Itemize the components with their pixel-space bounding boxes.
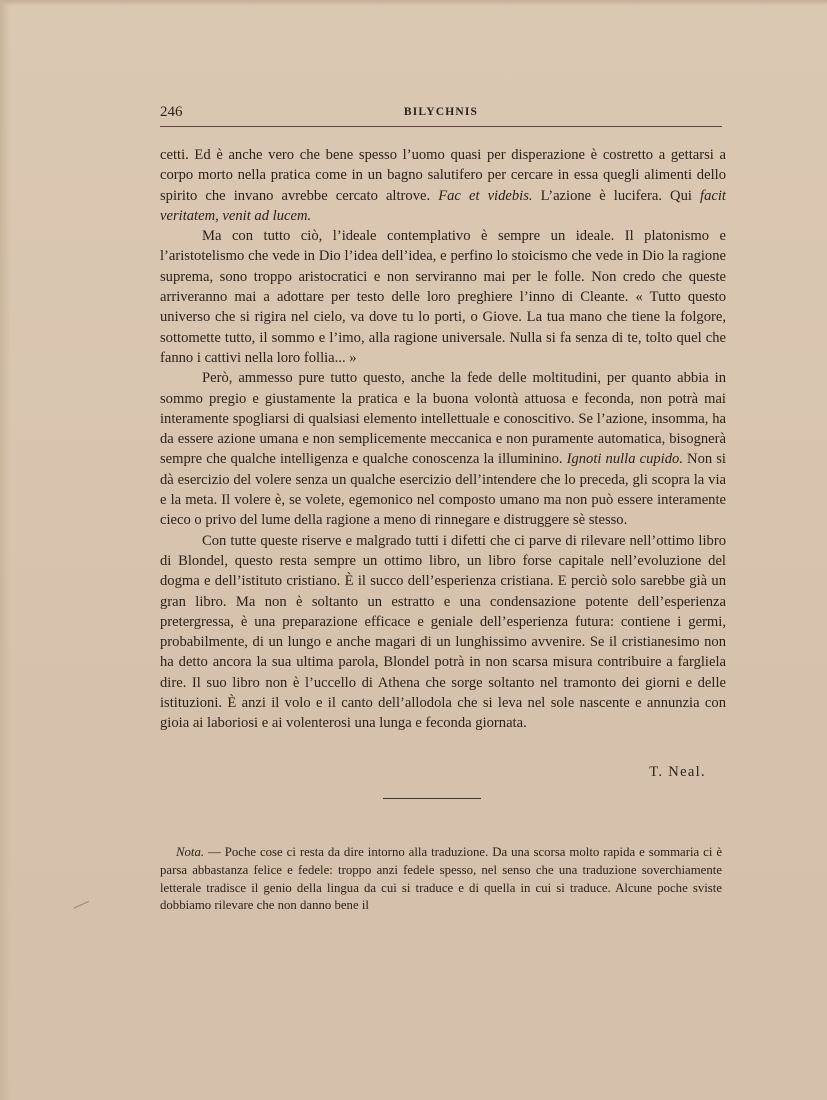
page-left-edge [0, 0, 10, 1100]
paragraph-4: Con tutte queste riserve e malgrado tutti i difetti che ci parve di rilevare nell’ottimo libro di Blondel, questo resta sempre un ottimo libro, un libro forse capitale nell’evoluzione del dogma e dell’istituto cristiano. È il succo dell’esperienza cristiana. E perciò solo sarebbe già un gran libro. Ma non è soltanto un estratto e una condensazione potente dell’esperienza pretergressa, è una preparazione efficace e geniale dell’esperienza futura: contiene i germi, probabilmente, di un lungo e anche magari di un lunghissimo avvenire. Se il cristianesimo non ha detto ancora la sua ultima parola, Blondel potrà in non scarsa misura contribuire a fargliela dire. Il suo libro non è l’uccello di Athena che sorge soltanto nel tramonto dei giorni e delle istituzioni. È anzi il volo e il canto dell’allodola che si leva nel sole nascente e annunzia con gioia ai laboriosi e ai volenterosi una lunga e feconda giornata. [160, 532, 726, 732]
paragraph-3-text-b: Non si dà esercizio del volere senza un qualche esercizio dell’intendere che lo preceda, gli scopra la via e la meta. Il volere è, se volete, egemonico nel composto umano ma non può essere interamente cieco o privo del lume della ragione a meno di rinnegare e distruggere sè stesso. [160, 451, 726, 529]
paragraph-1-latin-a: Fac et videbis. [438, 187, 533, 204]
header-rule [160, 126, 722, 127]
page-header [160, 104, 722, 124]
footnote-text: — Poche cose ci resta da dire intorno alla traduzione. Da una scorsa molto rapida e sommaria ci è parsa abbastanza felice e fedele: troppo anzi fedele spesso, nel senso che una traduzione soverchiamente letterale tradisce il genio della lingua da cui si traduce e di quella in cui si traduce. Alcune poche sviste dobbiamo rilevare che non danno bene il [160, 845, 722, 913]
paragraph-1-text-b: L’azione è lucifera. Qui [532, 187, 701, 204]
article-body [160, 145, 726, 734]
footnote-label: Nota. [176, 845, 205, 859]
page-number: 246 [160, 104, 183, 120]
paragraph-3-latin: Ignoti nulla cupido. [566, 451, 683, 468]
paragraph-3 [160, 368, 726, 530]
paragraph-1-latin-b: facit veritatem, venit ad lucem. [160, 187, 726, 224]
paragraph-3-text-a: Però, ammesso pure tutto questo, anche la fede delle moltitudini, per quanto abbia in sommo pregio e giustamente la pratica e la buona volontà attuosa e feconda, non potrà mai interamente spogliarsi di qualsiasi elemento intellettuale e conoscitivo. Se l’azione, insomma, ha da essere azione umana e non semplicemente meccanica e non puramente automatica, bisognerà sempre che qualche intelligenza e qualche conoscenza la illuminino. [160, 370, 726, 468]
footnote-paragraph [160, 844, 722, 915]
running-head: BILYCHNIS [403, 106, 479, 118]
paragraph-1-text-a: cetti. Ed è anche vero che bene spesso l’uomo quasi per disperazione è costretto a gettarsi a corpo morto nella pratica come in un bagno salutifero per cercare in essa quegli alimenti dello spirito che invano avrebbe cercato altrove. [160, 147, 726, 204]
paragraph-2: Ma con tutto ciò, l’ideale contemplativo è sempre un ideale. Il platonismo e l’aristotelismo che vede in Dio l’idea dell’idea, e perfino lo stoicismo che vede in Dio la ragione suprema, sono troppo aristocratici e non serviranno mai per le folle. Non credo che queste arriveranno mai a adottare per testo delle loro preghiere l’inno di Cleante. « Tutto questo universo che si rigira nel cielo, va dove tu lo porti, o Giove. La tua mano che tiene la folgore, sottomette tutto, il sommo e l’imo, alla ragione universale. Nulla si fa senza di te, tolto quel che fanno i cattivi nella loro follia... » [160, 228, 726, 366]
paragraph-1 [160, 145, 726, 226]
section-separator [383, 798, 481, 799]
page-top-edge [0, 0, 827, 6]
pencil-mark [68, 890, 89, 909]
footnote [160, 844, 722, 915]
author-signature: T. Neal. [649, 764, 706, 780]
